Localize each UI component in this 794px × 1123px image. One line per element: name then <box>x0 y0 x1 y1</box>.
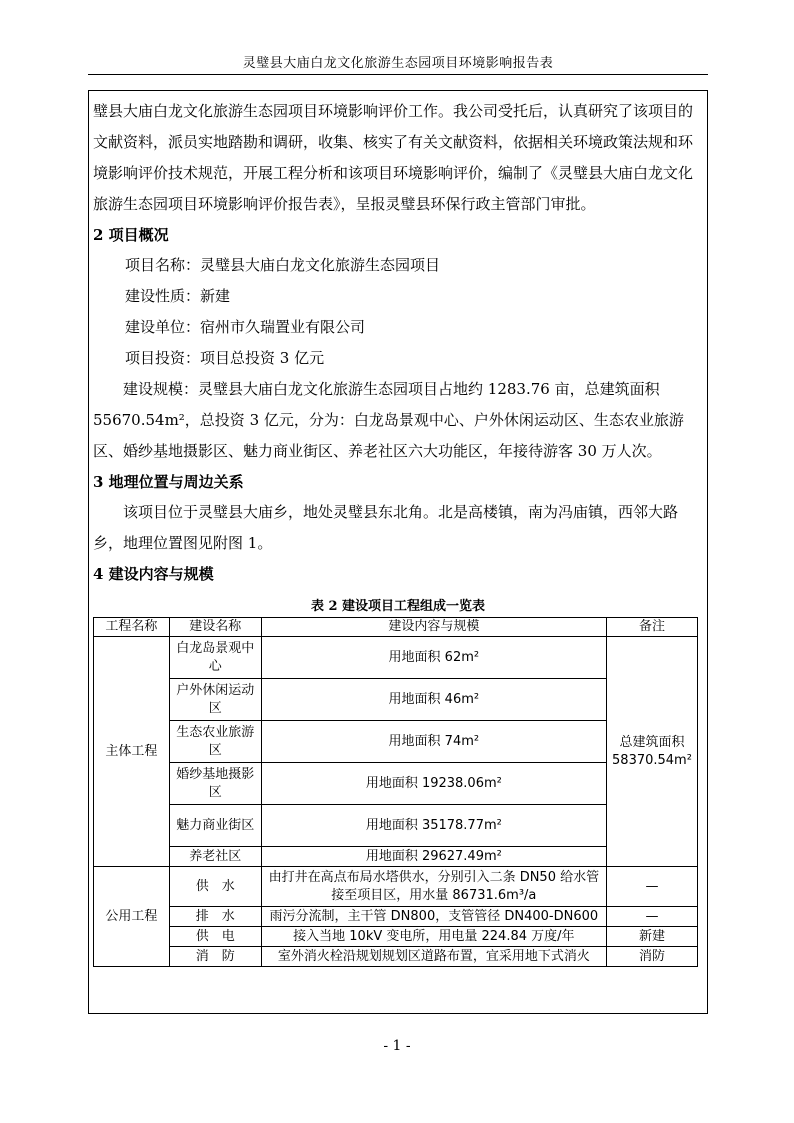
section-2-heading: 2 项目概况 <box>93 226 169 244</box>
item-remark: — <box>606 907 697 927</box>
item-name: 消 防 <box>169 947 261 967</box>
item-content: 接入当地 10kV 变电所，用电量 224.84 万度/年 <box>261 927 606 947</box>
project-investment: 项目投资：项目总投资 3 亿元 <box>125 349 325 367</box>
item-content: 由打井在高点布局水塔供水，分别引入二条 DN50 给水管接至项目区，用水量 86731.6m³/a <box>261 867 606 907</box>
item-content: 雨污分流制，主干管 DN800，支管管径 DN400-DN600 <box>261 907 606 927</box>
item-content: 室外消火栓沿规划规划区道路布置，宜采用地下式消火 <box>261 947 606 967</box>
item-content: 用地面积 35178.77m² <box>261 805 606 847</box>
main-remark: 总建筑面积 58370.54m² <box>606 637 697 867</box>
item-content: 用地面积 62m² <box>261 637 606 679</box>
page-header-title: 灵璧县大庙白龙文化旅游生态园项目环境影响报告表 <box>242 56 554 71</box>
column-header: 建设内容与规模 <box>261 618 606 637</box>
construction-scale: 建设规模：灵璧县大庙白龙文化旅游生态园项目占地约 1283.76 亩，总建筑面积 55670.54m²，总投资 3 亿元，分为：白龙岛景观中心、户外休闲运动区、生态农业旅游区、婚纱基地摄影区、魅力商业街区、养老社区六大功能区，年接待游客 30 万人次。 <box>93 380 684 460</box>
table-row <box>94 907 698 927</box>
item-remark: — <box>606 867 697 907</box>
section-3-heading: 3 地理位置与周边关系 <box>93 473 244 491</box>
item-name: 养老社区 <box>169 847 261 867</box>
construction-unit: 建设单位：宿州市久瑞置业有限公司 <box>125 318 366 336</box>
table-row <box>94 637 698 679</box>
column-header: 建设名称 <box>169 618 261 637</box>
item-remark: 新建 <box>606 927 697 947</box>
item-name: 排 水 <box>169 907 261 927</box>
table-row <box>94 927 698 947</box>
item-name: 供 电 <box>169 927 261 947</box>
table-title: 表 2 建设项目工程组成一览表 <box>310 599 486 614</box>
item-name: 魅力商业街区 <box>169 805 261 847</box>
location-paragraph: 该项目位于灵璧县大庙乡，地处灵璧县东北角。北是高楼镇，南为冯庙镇，西邻大路乡，地理位置图见附图 1。 <box>93 503 679 552</box>
header-rule <box>88 74 708 75</box>
item-content: 用地面积 46m² <box>261 679 606 721</box>
item-name: 生态农业旅游区 <box>169 721 261 763</box>
category-utility: 公用工程 <box>94 867 170 967</box>
item-name: 白龙岛景观中心 <box>169 637 261 679</box>
item-name: 户外休闲运动区 <box>169 679 261 721</box>
item-content: 用地面积 29627.49m² <box>261 847 606 867</box>
item-name: 婚纱基地摄影区 <box>169 763 261 805</box>
table-header-row <box>94 618 698 637</box>
construction-nature: 建设性质：新建 <box>125 287 231 305</box>
table-row <box>94 947 698 967</box>
section-4-heading: 4 建设内容与规模 <box>93 565 214 583</box>
project-composition-table <box>93 617 698 967</box>
item-content: 用地面积 19238.06m² <box>261 763 606 805</box>
project-name: 项目名称：灵璧县大庙白龙文化旅游生态园项目 <box>125 256 441 274</box>
intro-paragraph: 璧县大庙白龙文化旅游生态园项目环境影响评价工作。我公司受托后，认真研究了该项目的文献资料，派员实地踏勘和调研，收集、核实了有关文献资料，依据相关环境政策法规和环境影响评价技术规范，开展工程分析和该项目环境影响评价，编制了《灵璧县大庙白龙文化旅游生态园项目环境影响评价报告表》，呈报灵璧县环保行政主管部门审批。 <box>93 102 694 213</box>
category-main: 主体工程 <box>94 637 170 867</box>
table-row <box>94 867 698 907</box>
column-header: 工程名称 <box>94 618 170 637</box>
item-content: 用地面积 74m² <box>261 721 606 763</box>
page-number: - 1 - <box>383 1038 411 1054</box>
document-body <box>93 96 703 967</box>
item-remark: 消防 <box>606 947 697 967</box>
item-name: 供 水 <box>169 867 261 907</box>
column-header: 备注 <box>606 618 697 637</box>
